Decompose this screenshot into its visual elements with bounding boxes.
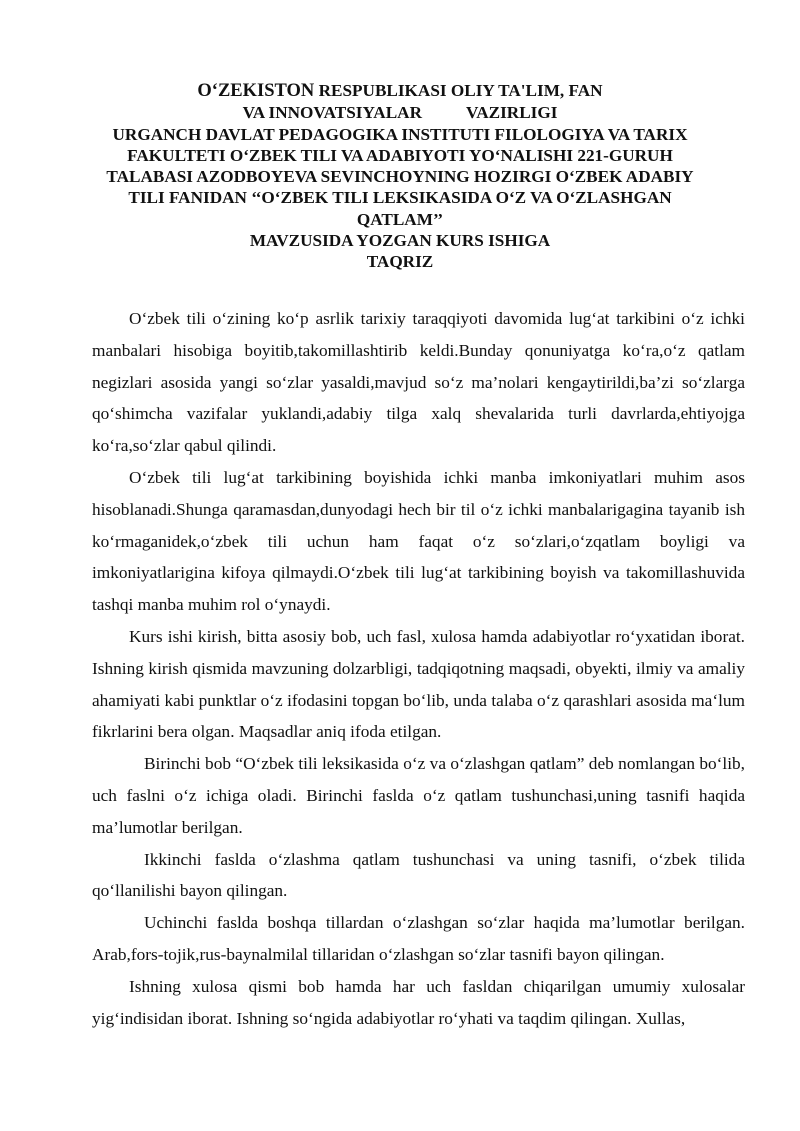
- document-title: TAQRIZ: [366, 252, 434, 272]
- paragraph: Uchinchi faslda boshqa tillardan o‘zlashgan so‘zlar haqida ma’lumotlar berilgan. Arab,fors-tojik,rus-baynalmilal tillaridan o‘zlashgan so‘zlar tasnifi bayon qilingan.: [92, 913, 745, 964]
- header-line-8: MAVZUSIDA YOZGAN KURS ISHIGA: [249, 231, 551, 251]
- paragraph: Birinchi bob “O‘zbek tili leksikasida o‘z va o‘zlashgan qatlam” deb nomlangan bo‘lib, uch faslni o‘z ichiga oladi. Birinchi faslda o‘z qatlam tushunchasi,uning tasnifi haqida ma’lumotlar berilgan.: [92, 754, 745, 837]
- header-line-6: TILI FANIDAN ‘‘O‘ZBEK TILI LEKSIKASIDA O‘Z VA O‘ZLASHGAN: [128, 188, 672, 208]
- header-line-1-rest: RESPUBLIKASI OLIY TA'LIM, FAN: [314, 81, 603, 100]
- paragraph: Ikkinchi faslda o‘zlashma qatlam tushunchasi va uning tasnifi, o‘zbek tilida qo‘llanilishi bayon qilingan.: [92, 849, 745, 901]
- header-line-4: FAKULTETI O‘ZBEK TILI VA ADABIYOTI YO‘NALISHI 221-GURUH: [127, 145, 673, 165]
- header-line-7: QATLAM’’: [356, 209, 444, 229]
- paragraph: Kurs ishi kirish, bitta asosiy bob, uch fasl, xulosa hamda adabiyotlar ro‘yxatidan iborat. Ishning kirish qismida mavzuning dolzarbligi, tadqiqotning maqsadi, obyekti, ilmiy va amaliy ahamiyati kabi punktlar o‘z ifodasini topgan bo‘lib, unda talaba o‘z qarashlari asosida ma‘lum fikrlarini bera olgan. Maqsadlar aniq ifoda etilgan.: [92, 626, 745, 742]
- document-header: [60, 80, 740, 273]
- header-line-1: [60, 80, 740, 102]
- paragraph: O‘zbek tili lug‘at tarkibining boyishida ichki manba imkoniyatlari muhim asos hisoblanadi.Shunga qaramasdan,dunyodagi hech bir til o‘z ichki manbalarigagina tayanib ish ko‘rmaganidek,o‘zbek tili uchun ham faqat o‘z so‘zlari,o‘zqatlam boyligi va imkoniyatlarigina kifoya qilmaydi.O‘zbek tili lug‘at tarkibining boyish va takomillashuvida tashqi manba muhim rol o‘ynaydi.: [92, 467, 745, 615]
- header-line-3: URGANCH DAVLAT PEDAGOGIKA INSTITUTI FILOLOGIYA VA TARIX: [112, 124, 688, 144]
- header-line-2-right: VAZIRLIGI: [466, 103, 558, 123]
- header-line-2: [60, 102, 740, 123]
- paragraph: Ishning xulosa qismi bob hamda har uch fasldan chiqarilgan umumiy xulosalar yig‘indisidan iborat. Ishning so‘ngida adabiyotlar ro‘yhati va taqdim qilingan. Xullas,: [92, 976, 745, 1028]
- document-body: [92, 303, 745, 1034]
- paragraph: O‘zbek tili o‘zining ko‘p asrlik tarixiy taraqqiyoti davomida lug‘at tarkibini o‘z ichki manbalari hisobiga boyitib,takomillashtirib keldi.Bunday qonuniyatga ko‘ra,o‘z qatlam negizlari asosida yangi so‘zlar yasaldi,mavjud so‘z ma’nolari kengaytirildi,ba’zi so‘zlarga qo‘shimcha vazifalar yuklandi,adabiy tilga xalq shevalarida turli davrlarda,ehtiyojga ko‘ra,so‘zlar qabul qilindi.: [92, 309, 745, 456]
- header-line-5: TALABASI AZODBOYEVA SEVINCHOYNING HOZIRGI O‘ZBEK ADABIY: [106, 167, 694, 187]
- header-line-1-caps: O‘ZEKISTON: [197, 81, 315, 101]
- header-line-2-left: VA INNOVATSIYALAR: [242, 103, 423, 123]
